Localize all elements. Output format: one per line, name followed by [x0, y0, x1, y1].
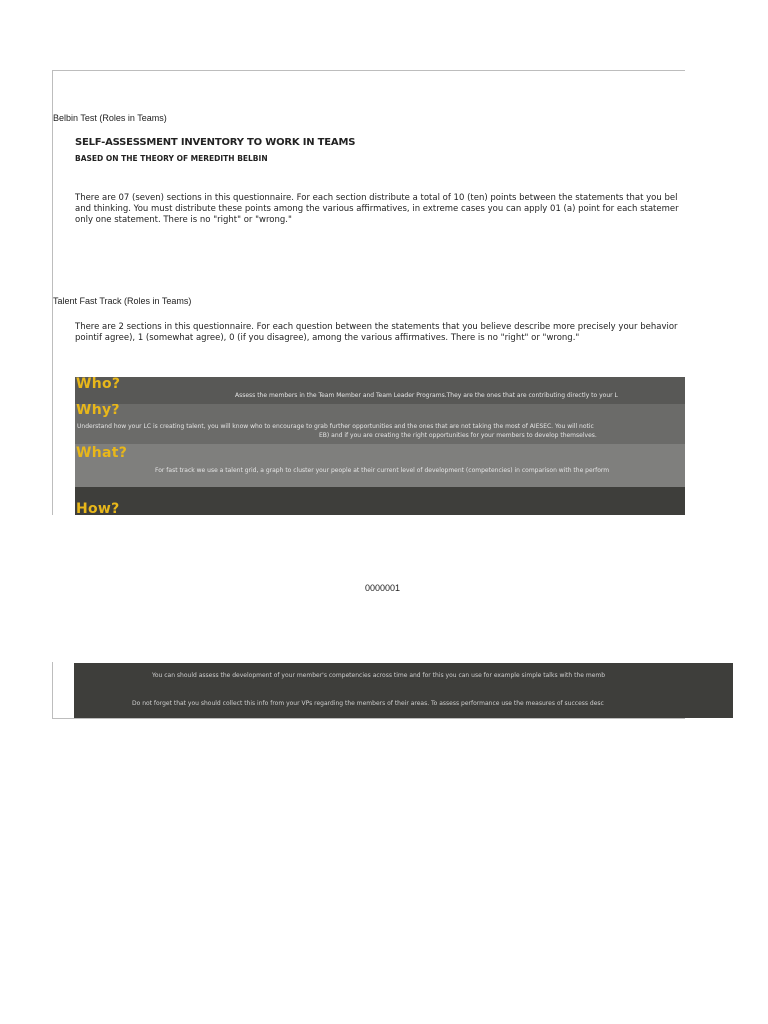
- who-heading: Who?: [76, 377, 121, 392]
- talent-instructions-line: pointif agree), 1 (somewhat agree), 0 (if you disagree), among the various affirmatives. There is no "right" or "wrong.": [75, 333, 580, 343]
- belbin-instructions-line: and thinking. You must distribute these points among the various affirmatives, in extreme cases you can apply 01 (a) point for each statemer: [75, 204, 679, 214]
- continuation-band: [74, 663, 733, 718]
- talent-instructions-line: There are 2 sections in this questionnaire. For each question between the statements that you believe describe more precisely your behavior: [75, 322, 678, 332]
- continuation-line: You can should assess the development of your member's competencies across time and for this you can use for example simple talks with the memb: [152, 672, 606, 679]
- why-text: Understand how your LC is creating talent, you will know who to encourage to grab further opportunities and the ones that are not taking the most of AIESEC. You will notic: [77, 423, 594, 430]
- talent-section-label: Talent Fast Track (Roles in Teams): [53, 296, 192, 306]
- belbin-instructions-line: There are 07 (seven) sections in this questionnaire. For each section distribute a total of 10 (ten) points between the statements that you bel: [75, 193, 678, 203]
- page-number: 0000001: [365, 583, 401, 593]
- who-text: Assess the members in the Team Member and Team Leader Programs.They are the ones that are contributing directly to your L: [235, 392, 618, 399]
- what-text: For fast track we use a talent grid, a graph to cluster your people at their current level of development (competencies) in comparison with the perform: [155, 467, 610, 474]
- talent-instructions: [75, 322, 678, 344]
- why-text-continued: EB) and if you are creating the right opportunities for your members to develop themselves.: [319, 432, 597, 439]
- why-heading: Why?: [76, 404, 120, 418]
- document-page: [52, 70, 685, 515]
- continuation-line: Do not forget that you should collect this info from your VPs regarding the members of their areas. To assess performance use the measures of success desc: [132, 700, 604, 707]
- what-heading: What?: [76, 445, 128, 461]
- belbin-section-label: Belbin Test (Roles in Teams): [53, 113, 167, 123]
- how-band: [75, 487, 685, 515]
- what-band: [75, 444, 685, 487]
- how-heading: How?: [76, 501, 120, 515]
- who-band: [75, 377, 685, 404]
- belbin-instructions-line: only one statement. There is no "right" or "wrong.": [75, 215, 292, 225]
- belbin-subtitle: BASED ON THE THEORY OF MEREDITH BELBIN: [75, 154, 268, 163]
- why-band: [75, 404, 685, 444]
- belbin-title: SELF-ASSESSMENT INVENTORY TO WORK IN TEAMS: [75, 137, 356, 148]
- belbin-instructions: [75, 193, 679, 226]
